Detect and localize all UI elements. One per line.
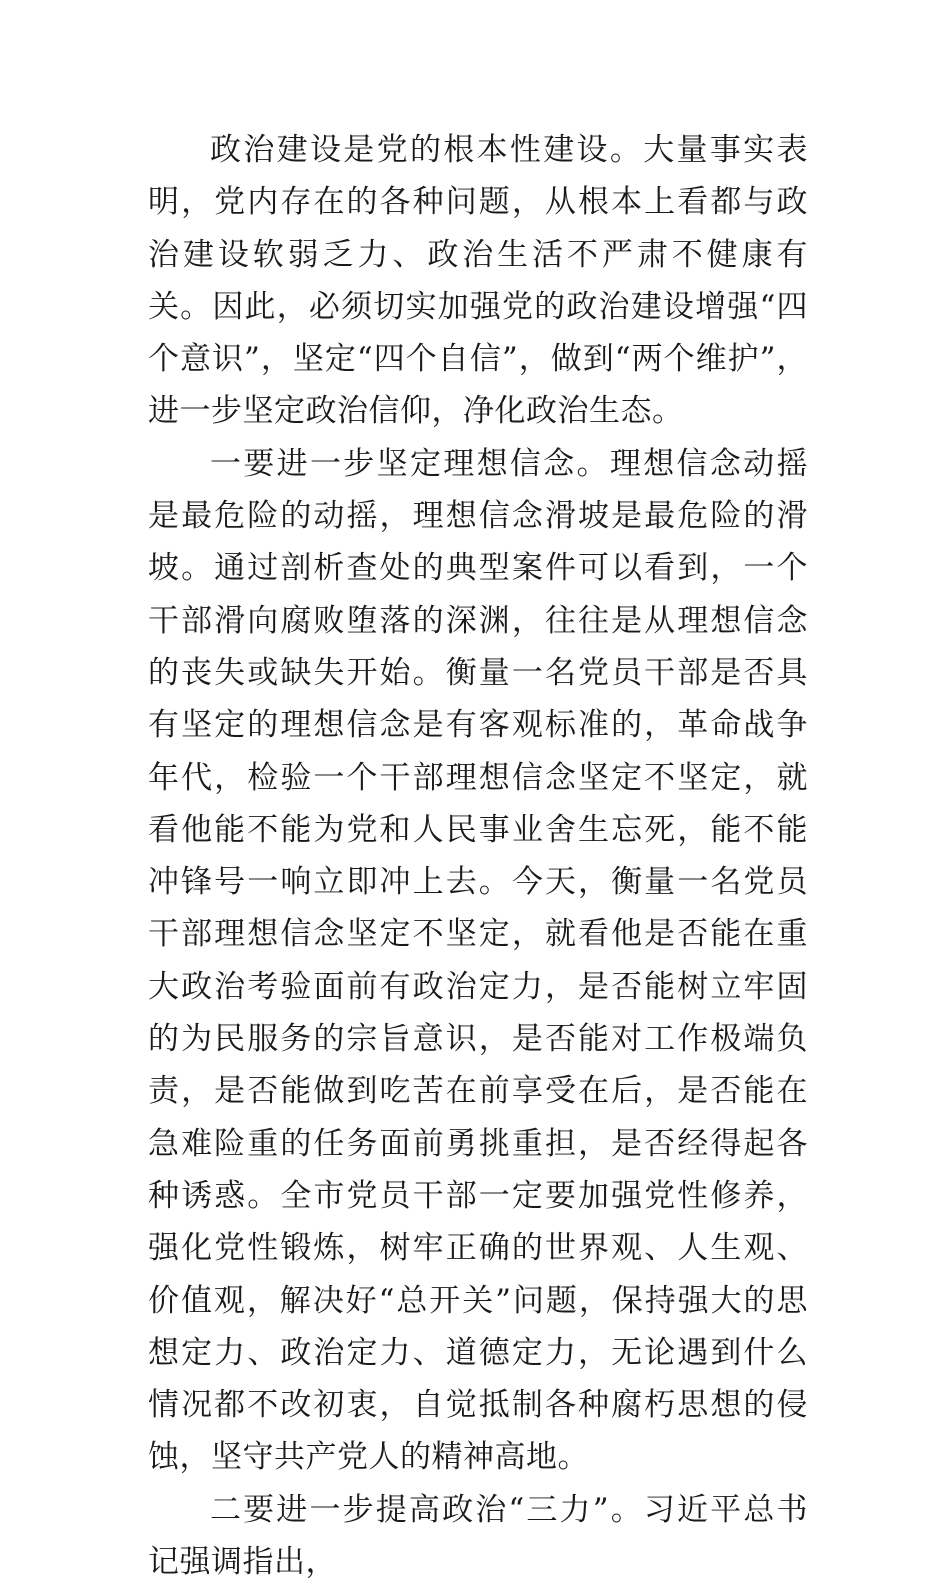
- paragraph-political-three-abilities: 二要进一步提高政治“三力”。习近平总书记强调指出，: [148, 1491, 808, 1581]
- paragraph-political-construction: 政治建设是党的根本性建设。大量事实表明，党内存在的各种问题，从根本上看都与政治建设软弱乏力、政治生活不严肃不健康有关。因此，必须切实加强党的政治建设增强“四个意识”，坚定“四个自信”，做到“两个维护”，进一步坚定政治信仰，净化政治生态。: [148, 132, 808, 430]
- paragraph-ideals-beliefs: 一要进一步坚定理想信念。理想信念动摇是最危险的动摇，理想信念滑坡是最危险的滑坡。通过剖析查处的典型案件可以看到，一个干部滑向腐败堕落的深渊，往往是从理想信念的丧失或缺失开始。衡量一名党员干部是否具有坚定的理想信念是有客观标准的，革命战争年代，检验一个干部理想信念坚定不坚定，就看他能不能为党和人民事业舍生忘死，能不能冲锋号一响立即冲上去。今天，衡量一名党员干部理想信念坚定不坚定，就看他是否能在重大政治考验面前有政治定力，是否能树立牢固的为民服务的宗旨意识，是否能对工作极端负责，是否能做到吃苦在前享受在后，是否能在急难险重的任务面前勇挑重担，是否经得起各种诱惑。全市党员干部一定要加强党性修养，强化党性锻炼，树牢正确的世界观、人生观、价值观，解决好“总开关”问题，保持强大的思想定力、政治定力、道德定力，无论遇到什么情况都不改初衷，自觉抵制各种腐朽思想的侵蚀，坚守共产党人的精神高地。: [148, 445, 808, 1476]
- document-body: [148, 124, 808, 1588]
